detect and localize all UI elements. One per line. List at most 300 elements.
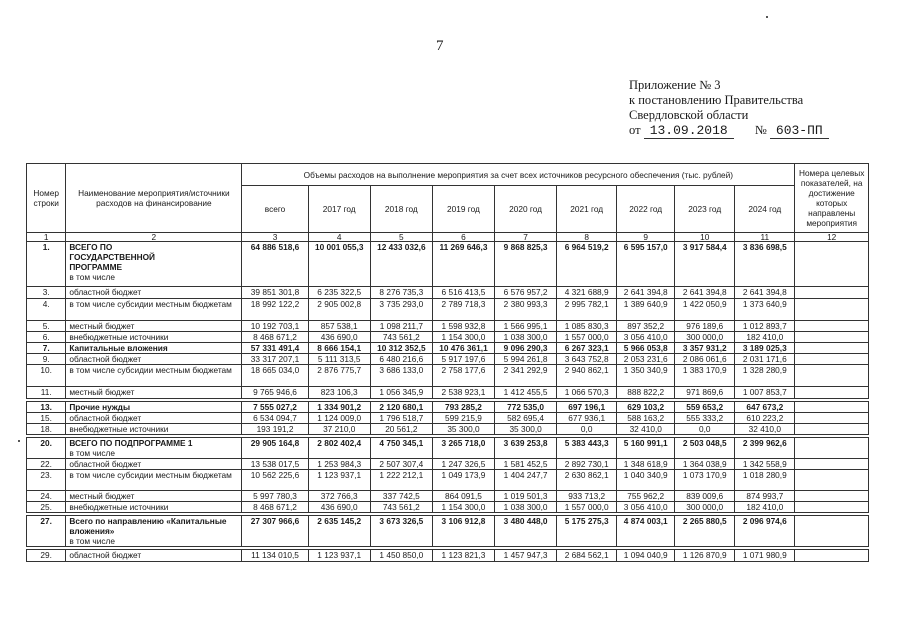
value-cell: 2 940 862,1 — [557, 365, 617, 387]
row-number-cell: 11. — [27, 387, 66, 399]
value-cell: 2 635 145,2 — [308, 516, 370, 547]
row-number-cell: 6. — [27, 332, 66, 343]
row-name: областной бюджет — [69, 287, 142, 297]
column-index: 8 — [557, 233, 617, 242]
value-cell: 1 098 211,7 — [370, 321, 432, 332]
value-cell: 1 253 984,3 — [308, 459, 370, 470]
value-cell: 1 457 947,3 — [495, 550, 557, 562]
column-index: 7 — [495, 233, 557, 242]
row-name-cell — [66, 321, 242, 332]
value-cell: 18 665 034,0 — [242, 365, 308, 387]
target-indicators-cell — [795, 387, 869, 399]
header-col-total: всего — [242, 186, 308, 233]
row-number-cell: 24. — [27, 491, 66, 502]
value-cell: 588 163,2 — [617, 413, 675, 424]
value-cell: 1 557 000,0 — [557, 332, 617, 343]
header-col-2019: 2019 год — [432, 186, 494, 233]
value-cell: 9 096 290,3 — [495, 343, 557, 354]
value-cell: 559 653,2 — [675, 402, 735, 413]
row-name-cell — [66, 491, 242, 502]
table-body — [27, 233, 869, 562]
value-cell: 3 106 912,8 — [432, 516, 494, 547]
table-row — [27, 516, 869, 547]
row-name-cell — [66, 332, 242, 343]
value-cell: 1 038 300,0 — [495, 502, 557, 513]
value-cell: 793 285,2 — [432, 402, 494, 413]
value-cell: 1 350 340,9 — [617, 365, 675, 387]
value-cell: 647 673,2 — [735, 402, 795, 413]
value-cell: 1 019 501,3 — [495, 491, 557, 502]
value-cell: 1 123 937,1 — [308, 470, 370, 491]
table-row — [27, 491, 869, 502]
target-indicators-cell — [795, 343, 869, 354]
value-cell: 1 373 640,9 — [735, 299, 795, 321]
row-name: в том числе субсидии местным бюджетам — [69, 365, 232, 375]
value-cell: 12 433 032,6 — [370, 242, 432, 287]
value-cell: 8 468 671,2 — [242, 332, 308, 343]
row-name-cell — [66, 365, 242, 387]
value-cell: 3 673 326,5 — [370, 516, 432, 547]
value-cell: 1 796 518,7 — [370, 413, 432, 424]
value-cell: 1 018 280,9 — [735, 470, 795, 491]
value-cell: 933 713,2 — [557, 491, 617, 502]
row-name-cell — [66, 470, 242, 491]
target-indicators-cell — [795, 413, 869, 424]
row-name: внебюджетные источники — [69, 502, 169, 512]
value-cell: 20 561,2 — [370, 424, 432, 435]
value-cell: 35 300,0 — [432, 424, 494, 435]
column-index: 1 — [27, 233, 66, 242]
value-cell: 2 053 231,6 — [617, 354, 675, 365]
value-cell: 3 056 410,0 — [617, 332, 675, 343]
value-cell: 13 538 017,5 — [242, 459, 308, 470]
value-cell: 29 905 164,8 — [242, 438, 308, 459]
decree-date: 13.09.2018 — [644, 123, 734, 139]
budget-table — [26, 163, 869, 562]
value-cell: 5 111 313,5 — [308, 354, 370, 365]
target-indicators-cell — [795, 402, 869, 413]
target-indicators-cell — [795, 470, 869, 491]
value-cell: 3 357 931,2 — [675, 343, 735, 354]
column-index: 3 — [242, 233, 308, 242]
value-cell: 1 412 455,5 — [495, 387, 557, 399]
value-cell: 1 066 570,3 — [557, 387, 617, 399]
appendix-line-2: к постановлению Правительства — [629, 93, 804, 107]
table-row — [27, 332, 869, 343]
value-cell: 1 422 050,9 — [675, 299, 735, 321]
value-cell: 2 538 923,1 — [432, 387, 494, 399]
value-cell: 629 103,2 — [617, 402, 675, 413]
value-cell: 7 555 027,2 — [242, 402, 308, 413]
value-cell: 2 876 775,7 — [308, 365, 370, 387]
target-indicators-cell — [795, 354, 869, 365]
value-cell: 37 210,0 — [308, 424, 370, 435]
value-cell: 5 160 991,1 — [617, 438, 675, 459]
value-cell: 5 966 053,8 — [617, 343, 675, 354]
value-cell: 8 666 154,1 — [308, 343, 370, 354]
value-cell: 5 175 275,3 — [557, 516, 617, 547]
target-indicators-cell — [795, 502, 869, 513]
value-cell: 3 643 752,8 — [557, 354, 617, 365]
value-cell: 888 822,2 — [617, 387, 675, 399]
decree-number: 603-ПП — [770, 123, 829, 139]
value-cell: 5 383 443,3 — [557, 438, 617, 459]
value-cell: 3 836 698,5 — [735, 242, 795, 287]
row-number-cell: 29. — [27, 550, 66, 562]
value-cell: 582 695,4 — [495, 413, 557, 424]
table-row — [27, 354, 869, 365]
value-cell: 11 134 010,5 — [242, 550, 308, 562]
header-col-2021: 2021 год — [557, 186, 617, 233]
value-cell: 436 690,0 — [308, 502, 370, 513]
value-cell: 35 300,0 — [495, 424, 557, 435]
target-indicators-cell — [795, 459, 869, 470]
value-cell: 193 191,2 — [242, 424, 308, 435]
value-cell: 372 766,3 — [308, 491, 370, 502]
table-row — [27, 365, 869, 387]
header-col-2023: 2023 год — [675, 186, 735, 233]
value-cell: 2 120 680,1 — [370, 402, 432, 413]
value-cell: 33 317 207,1 — [242, 354, 308, 365]
value-cell: 1 364 038,9 — [675, 459, 735, 470]
value-cell: 1 154 300,0 — [432, 332, 494, 343]
header-col-2017: 2017 год — [308, 186, 370, 233]
value-cell: 3 917 584,4 — [675, 242, 735, 287]
row-name-cell — [66, 287, 242, 299]
row-name: Всего по направлению «Капитальные вложения» — [69, 516, 227, 536]
target-indicators-cell — [795, 491, 869, 502]
value-cell: 2 265 880,5 — [675, 516, 735, 547]
row-name: областной бюджет — [69, 413, 142, 423]
value-cell: 2 641 394,8 — [675, 287, 735, 299]
value-cell: 1 123 821,3 — [432, 550, 494, 562]
value-cell: 772 535,0 — [495, 402, 557, 413]
table-row — [27, 343, 869, 354]
value-cell: 839 009,6 — [675, 491, 735, 502]
value-cell: 1 038 300,0 — [495, 332, 557, 343]
header-row-no: Номер строки — [27, 164, 66, 233]
table-row — [27, 299, 869, 321]
value-cell: 1 124 009,0 — [308, 413, 370, 424]
value-cell: 1 598 932,8 — [432, 321, 494, 332]
value-cell: 2 802 402,4 — [308, 438, 370, 459]
value-cell: 3 480 448,0 — [495, 516, 557, 547]
target-indicators-cell — [795, 365, 869, 387]
value-cell: 1 348 618,9 — [617, 459, 675, 470]
value-cell: 18 992 122,2 — [242, 299, 308, 321]
header-col-2018: 2018 год — [370, 186, 432, 233]
row-name: местный бюджет — [69, 491, 135, 501]
value-cell: 5 994 261,8 — [495, 354, 557, 365]
value-cell: 1 012 893,7 — [735, 321, 795, 332]
row-name-cell — [66, 299, 242, 321]
value-cell: 610 223,2 — [735, 413, 795, 424]
row-name: местный бюджет — [69, 387, 135, 397]
column-index: 4 — [308, 233, 370, 242]
value-cell: 599 215,9 — [432, 413, 494, 424]
value-cell: 6 595 157,0 — [617, 242, 675, 287]
value-cell: 9 765 946,6 — [242, 387, 308, 399]
value-cell: 1 450 850,0 — [370, 550, 432, 562]
table-row — [27, 459, 869, 470]
value-cell: 2 758 177,6 — [432, 365, 494, 387]
target-indicators-cell — [795, 321, 869, 332]
row-name-cell — [66, 343, 242, 354]
header-targets: Номера целевых показателей, на достижение которых направлены мероприятия — [795, 164, 869, 233]
row-number-cell: 22. — [27, 459, 66, 470]
value-cell: 436 690,0 — [308, 332, 370, 343]
appendix-date-line — [629, 123, 829, 138]
value-cell: 864 091,5 — [432, 491, 494, 502]
row-number-cell: 9. — [27, 354, 66, 365]
row-name-cell — [66, 516, 242, 547]
value-cell: 10 562 225,6 — [242, 470, 308, 491]
value-cell: 32 410,0 — [735, 424, 795, 435]
value-cell: 2 641 394,8 — [617, 287, 675, 299]
value-cell: 2 789 718,3 — [432, 299, 494, 321]
header-col-2024: 2024 год — [735, 186, 795, 233]
value-cell: 1 071 980,9 — [735, 550, 795, 562]
target-indicators-cell — [795, 438, 869, 459]
row-name-cell — [66, 550, 242, 562]
table-row — [27, 424, 869, 435]
column-index-row — [27, 233, 869, 242]
row-number-cell: 4. — [27, 299, 66, 321]
value-cell: 6 267 323,1 — [557, 343, 617, 354]
value-cell: 1 566 995,1 — [495, 321, 557, 332]
row-name-cell — [66, 502, 242, 513]
page-number: 7 — [436, 38, 444, 54]
row-name: Прочие нужды — [69, 402, 131, 412]
table-row — [27, 321, 869, 332]
row-number-cell: 23. — [27, 470, 66, 491]
value-cell: 32 410,0 — [617, 424, 675, 435]
value-cell: 0,0 — [675, 424, 735, 435]
value-cell: 1 342 558,9 — [735, 459, 795, 470]
appendix-line-3: Свердловской области — [629, 108, 749, 122]
value-cell: 2 096 974,6 — [735, 516, 795, 547]
value-cell: 2 641 394,8 — [735, 287, 795, 299]
value-cell: 1 007 853,7 — [735, 387, 795, 399]
row-number-cell: 15. — [27, 413, 66, 424]
value-cell: 976 189,6 — [675, 321, 735, 332]
target-indicators-cell — [795, 287, 869, 299]
value-cell: 6 576 957,2 — [495, 287, 557, 299]
column-index: 12 — [795, 233, 869, 242]
value-cell: 1 073 170,9 — [675, 470, 735, 491]
value-cell: 3 189 025,3 — [735, 343, 795, 354]
header-name: Наименование мероприятия/источники расходов на финансирование — [66, 164, 242, 233]
row-number-cell: 5. — [27, 321, 66, 332]
table-row — [27, 242, 869, 287]
row-name-cell — [66, 413, 242, 424]
target-indicators-cell — [795, 332, 869, 343]
value-cell: 10 001 055,3 — [308, 242, 370, 287]
value-cell: 64 886 518,6 — [242, 242, 308, 287]
value-cell: 57 331 491,4 — [242, 343, 308, 354]
value-cell: 4 321 688,9 — [557, 287, 617, 299]
value-cell: 4 874 003,1 — [617, 516, 675, 547]
row-number-cell: 13. — [27, 402, 66, 413]
value-cell: 4 750 345,1 — [370, 438, 432, 459]
table-row — [27, 287, 869, 299]
value-cell: 6 516 413,5 — [432, 287, 494, 299]
scan-speck — [766, 16, 768, 18]
value-cell: 1 085 830,3 — [557, 321, 617, 332]
value-cell: 8 468 671,2 — [242, 502, 308, 513]
value-cell: 743 561,2 — [370, 502, 432, 513]
header-volumes: Объемы расходов на выполнение мероприятия за счет всех источников ресурсного обеспечения (тыс. рублей) — [242, 164, 795, 186]
column-index: 9 — [617, 233, 675, 242]
value-cell: 874 993,7 — [735, 491, 795, 502]
row-name-cell — [66, 354, 242, 365]
value-cell: 1 328 280,9 — [735, 365, 795, 387]
value-cell: 1 247 326,5 — [432, 459, 494, 470]
header-col-2020: 2020 год — [495, 186, 557, 233]
row-name-cell — [66, 424, 242, 435]
value-cell: 6 534 094,7 — [242, 413, 308, 424]
number-label: № — [754, 123, 767, 137]
value-cell: 0,0 — [557, 424, 617, 435]
appendix-line-1: Приложение № 3 — [629, 78, 721, 92]
table-row — [27, 550, 869, 562]
row-name: областной бюджет — [69, 550, 142, 560]
value-cell: 2 399 962,6 — [735, 438, 795, 459]
row-name: внебюджетные источники — [69, 332, 169, 342]
value-cell: 743 561,2 — [370, 332, 432, 343]
value-cell: 39 851 301,8 — [242, 287, 308, 299]
row-subtitle: в том числе — [69, 272, 115, 282]
value-cell: 6 964 519,2 — [557, 242, 617, 287]
row-name: внебюджетные источники — [69, 424, 169, 434]
value-cell: 555 333,2 — [675, 413, 735, 424]
target-indicators-cell — [795, 424, 869, 435]
row-number-cell: 25. — [27, 502, 66, 513]
value-cell: 6 480 216,6 — [370, 354, 432, 365]
value-cell: 3 265 718,0 — [432, 438, 494, 459]
value-cell: 5 917 197,6 — [432, 354, 494, 365]
target-indicators-cell — [795, 550, 869, 562]
scan-speck — [18, 440, 20, 442]
value-cell: 2 905 002,8 — [308, 299, 370, 321]
value-cell: 1 094 040,9 — [617, 550, 675, 562]
value-cell: 1 222 212,1 — [370, 470, 432, 491]
table-row — [27, 438, 869, 459]
value-cell: 1 154 300,0 — [432, 502, 494, 513]
value-cell: 9 868 825,3 — [495, 242, 557, 287]
table-row — [27, 413, 869, 424]
value-cell: 823 106,3 — [308, 387, 370, 399]
column-index: 11 — [735, 233, 795, 242]
value-cell: 3 639 253,8 — [495, 438, 557, 459]
table-row — [27, 387, 869, 399]
value-cell: 897 352,2 — [617, 321, 675, 332]
value-cell: 3 056 410,0 — [617, 502, 675, 513]
target-indicators-cell — [795, 516, 869, 547]
row-name: ВСЕГО ПО ПОДПРОГРАММЕ 1 — [69, 438, 193, 448]
value-cell: 1 383 170,9 — [675, 365, 735, 387]
value-cell: 1 404 247,7 — [495, 470, 557, 491]
value-cell: 337 742,5 — [370, 491, 432, 502]
row-name: Капитальные вложения — [69, 343, 168, 353]
row-name: в том числе субсидии местным бюджетам — [69, 470, 232, 480]
header-col-2022: 2022 год — [617, 186, 675, 233]
row-name-cell — [66, 242, 242, 287]
column-index: 6 — [432, 233, 494, 242]
row-name-cell — [66, 402, 242, 413]
value-cell: 2 380 993,3 — [495, 299, 557, 321]
table-row — [27, 470, 869, 491]
value-cell: 1 056 345,9 — [370, 387, 432, 399]
value-cell: 755 962,2 — [617, 491, 675, 502]
value-cell: 677 936,1 — [557, 413, 617, 424]
value-cell: 10 312 352,5 — [370, 343, 432, 354]
table-row — [27, 502, 869, 513]
row-number-cell: 18. — [27, 424, 66, 435]
value-cell: 1 126 870,9 — [675, 550, 735, 562]
value-cell: 182 410,0 — [735, 332, 795, 343]
row-name-cell — [66, 387, 242, 399]
value-cell: 5 997 780,3 — [242, 491, 308, 502]
column-index: 2 — [66, 233, 242, 242]
value-cell: 10 476 361,1 — [432, 343, 494, 354]
row-name: ВСЕГО ПО ГОСУДАРСТВЕННОЙ ПРОГРАММЕ — [69, 242, 156, 272]
value-cell: 2 995 782,1 — [557, 299, 617, 321]
row-name: областной бюджет — [69, 459, 142, 469]
from-label: от — [629, 123, 641, 137]
value-cell: 11 269 646,3 — [432, 242, 494, 287]
appendix-block — [629, 78, 829, 138]
value-cell: 1 581 452,5 — [495, 459, 557, 470]
row-name-cell — [66, 459, 242, 470]
value-cell: 300 000,0 — [675, 332, 735, 343]
value-cell: 2 684 562,1 — [557, 550, 617, 562]
value-cell: 857 538,1 — [308, 321, 370, 332]
row-name-cell — [66, 438, 242, 459]
table-row — [27, 402, 869, 413]
row-number-cell: 3. — [27, 287, 66, 299]
column-index: 5 — [370, 233, 432, 242]
value-cell: 8 276 735,3 — [370, 287, 432, 299]
value-cell: 1 389 640,9 — [617, 299, 675, 321]
value-cell: 697 196,1 — [557, 402, 617, 413]
value-cell: 971 869,6 — [675, 387, 735, 399]
value-cell: 300 000,0 — [675, 502, 735, 513]
value-cell: 2 503 048,5 — [675, 438, 735, 459]
value-cell: 2 086 061,6 — [675, 354, 735, 365]
row-number-cell: 1. — [27, 242, 66, 287]
value-cell: 182 410,0 — [735, 502, 795, 513]
target-indicators-cell — [795, 242, 869, 287]
value-cell: 10 192 703,1 — [242, 321, 308, 332]
column-index: 10 — [675, 233, 735, 242]
value-cell: 27 307 966,6 — [242, 516, 308, 547]
value-cell: 1 557 000,0 — [557, 502, 617, 513]
row-name: местный бюджет — [69, 321, 135, 331]
row-number-cell: 27. — [27, 516, 66, 547]
row-name: областной бюджет — [69, 354, 142, 364]
value-cell: 2 507 307,4 — [370, 459, 432, 470]
value-cell: 3 686 133,0 — [370, 365, 432, 387]
value-cell: 1 334 901,2 — [308, 402, 370, 413]
row-number-cell: 7. — [27, 343, 66, 354]
row-name: в том числе субсидии местным бюджетам — [69, 299, 232, 309]
value-cell: 2 630 862,1 — [557, 470, 617, 491]
row-subtitle: в том числе — [69, 536, 115, 546]
value-cell: 6 235 322,5 — [308, 287, 370, 299]
row-number-cell: 10. — [27, 365, 66, 387]
value-cell: 2 031 171,6 — [735, 354, 795, 365]
